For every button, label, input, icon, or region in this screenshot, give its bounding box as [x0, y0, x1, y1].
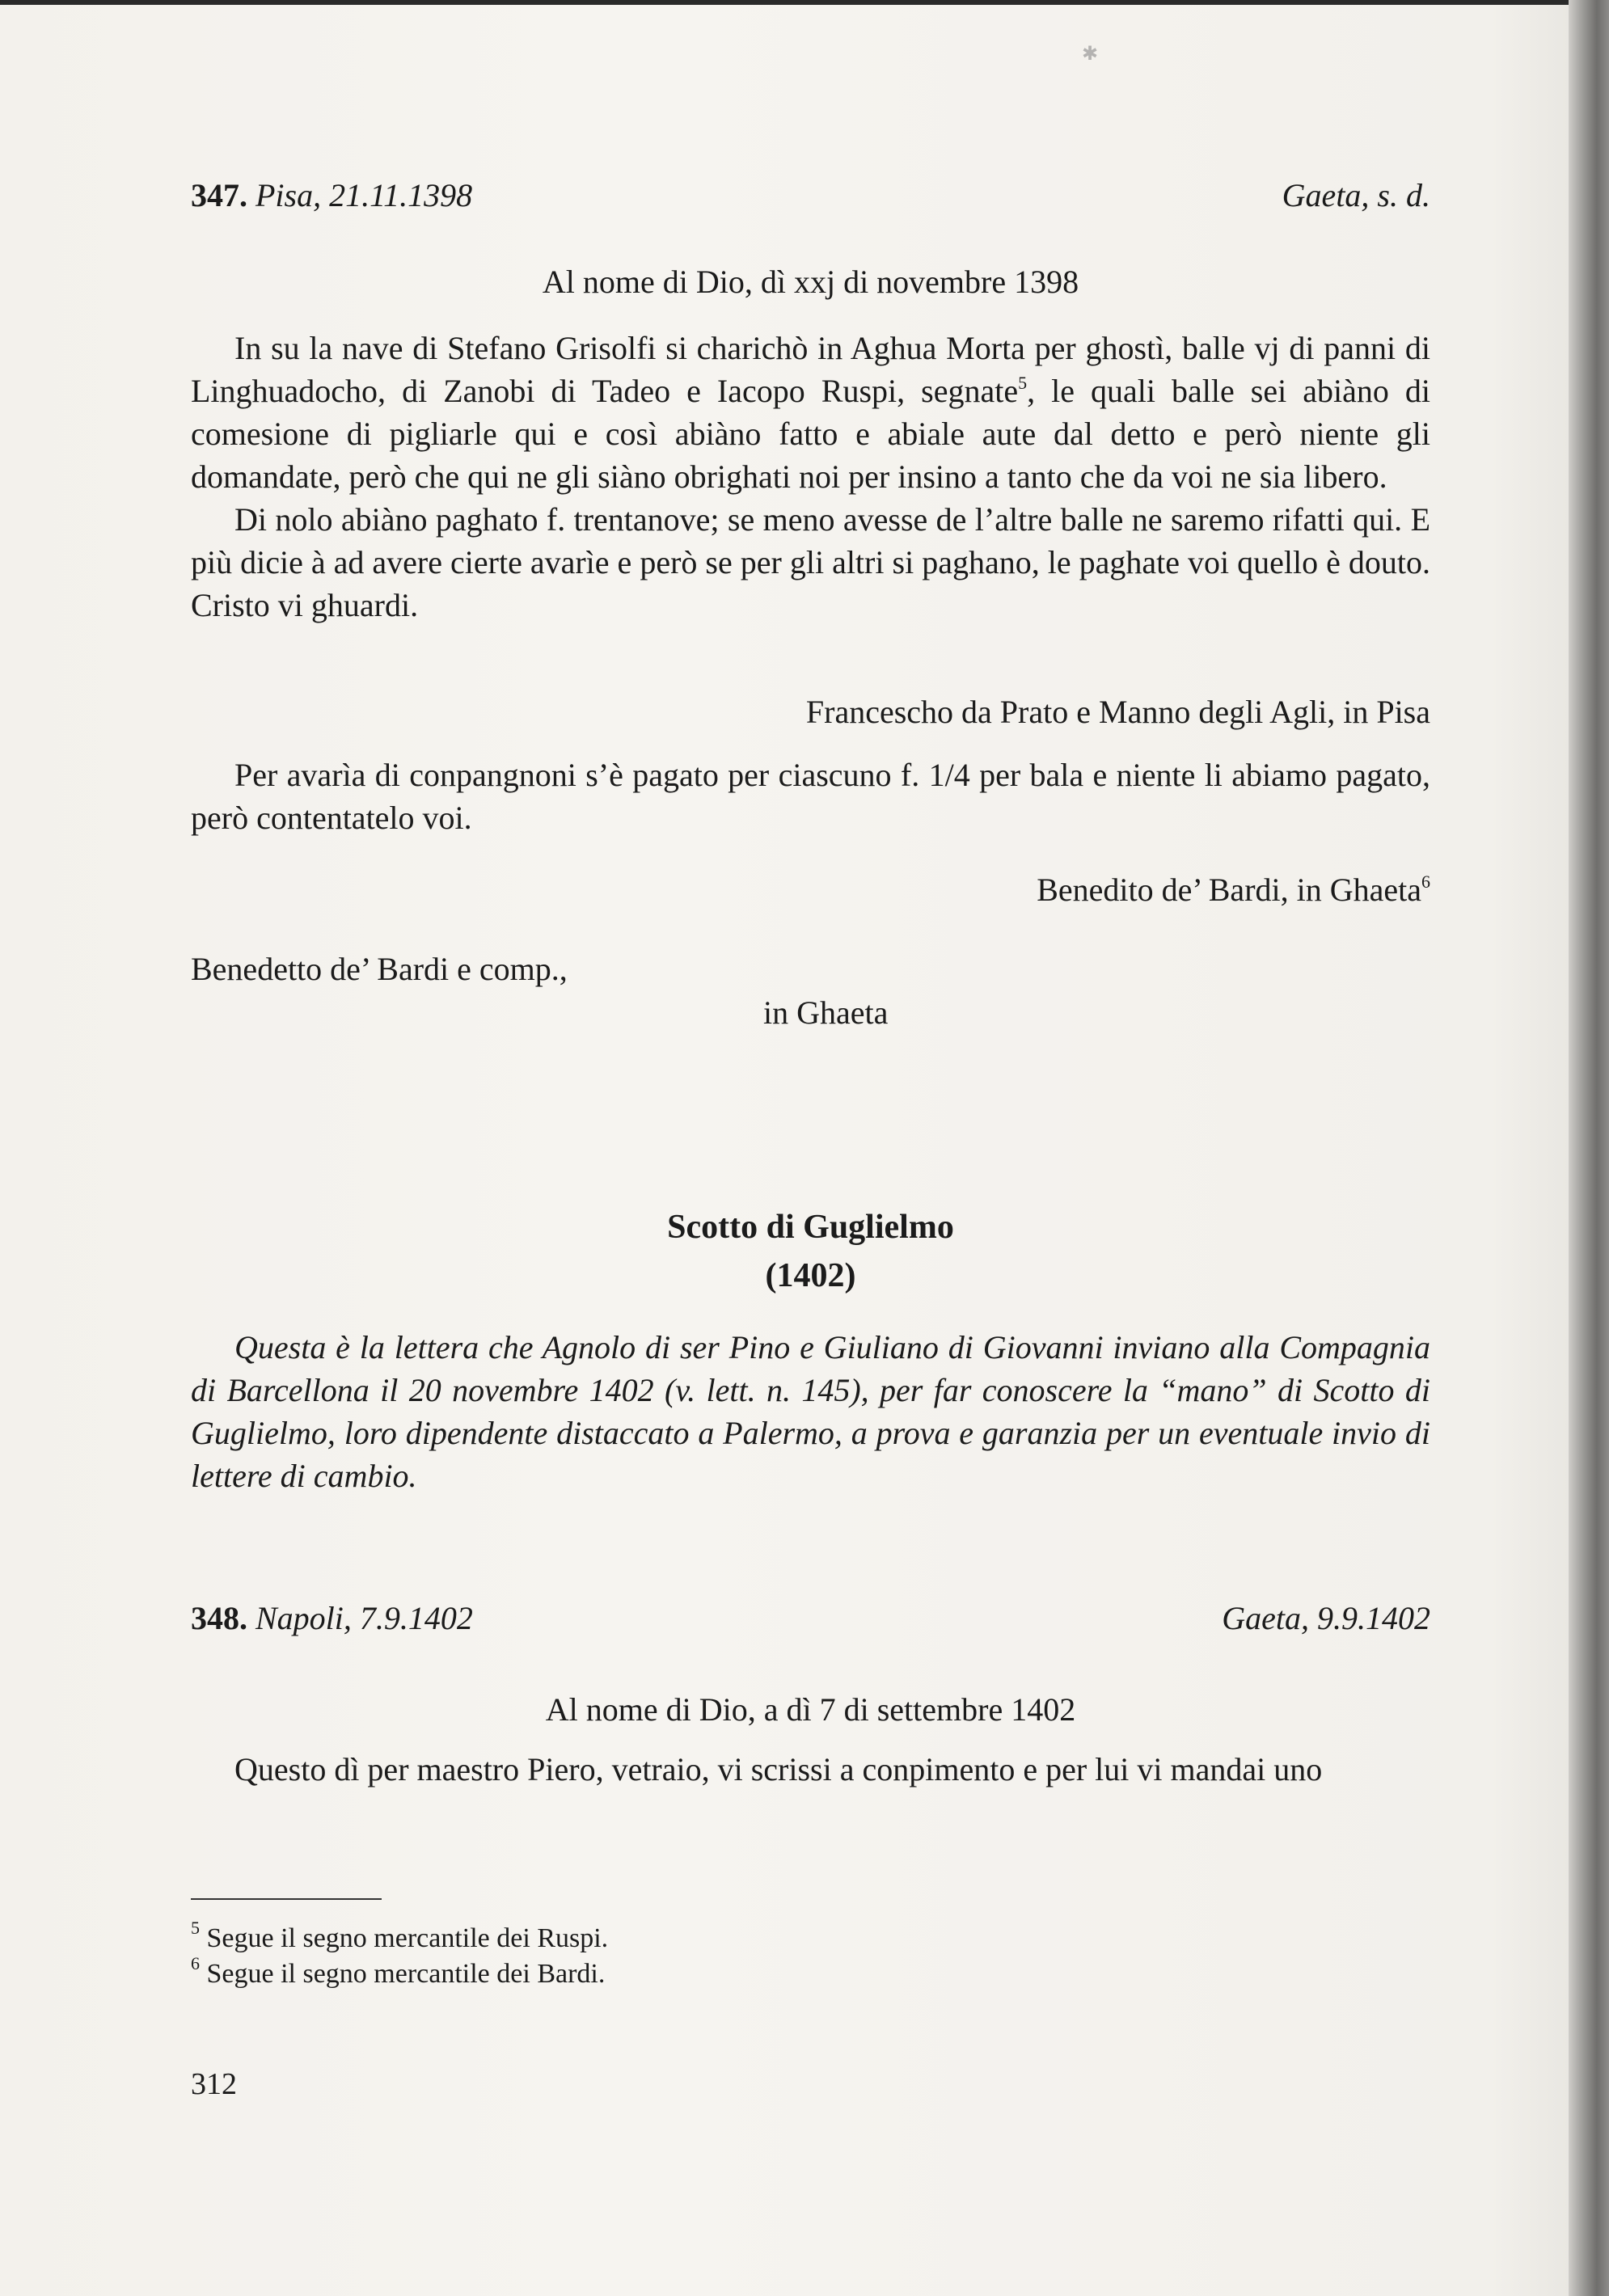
letter-347-number: 347. — [191, 177, 247, 213]
letter-347-destination: Gaeta, s. d. — [1282, 177, 1430, 213]
letter-347-signature-2: Benedito de’ Bardi, in Ghaeta$^6$ — [1037, 872, 1430, 908]
letter-347-paragraph-2: Di nolo abiàno paghato f. trentanove; se meno avesse de l’altre balle ne saremo rifatti qui. E più dicie à ad avere cierte avarìe e però se per gli altri si paghano, le paghate voi quello è douto. Cristo vi ghuardi. — [191, 501, 1430, 623]
section-intro — [191, 1326, 1430, 1497]
letter-347-address-line-2: in Ghaeta — [763, 994, 889, 1031]
letter-347-header — [191, 176, 1430, 214]
page-number: 312 — [191, 2067, 237, 2101]
ink-speck-decoration: ✱ — [1082, 42, 1099, 65]
letter-348-paragraph-1: Questo dì per maestro Piero, vetraio, vi scrissi a conpimento e per lui vi mandai uno — [234, 1751, 1323, 1787]
letter-347-postscript — [191, 753, 1430, 839]
book-binding-edge — [1569, 0, 1609, 2296]
section-year: (1402) — [765, 1257, 856, 1294]
footnote-ref-6[interactable]: 6 — [1421, 872, 1430, 892]
letter-348-destination: Gaeta, 9.9.1402 — [1222, 1600, 1430, 1636]
letter-347-signature-1: Francescho da Prato e Manno degli Agli, in Pisa — [805, 694, 1430, 730]
letter-348-body — [191, 1748, 1430, 1791]
letter-347-salutation: Al nome di Dio, dì xxj di novembre 1398 — [542, 264, 1079, 300]
letter-348-header — [191, 1599, 1430, 1637]
footnote-5 — [191, 1918, 609, 1956]
letter-348-number: 348. — [191, 1600, 247, 1636]
letter-347-paragraph-1: In su la nave di Stefano Grisolfi si charichò in Aghua Morta per ghostì, balle vj di panni di Linghuadocho, di Zanobi di Tadeo e Iacopo Ruspi, segnate$^5$, le quali balle sei abiàno di comesione di pigliarle qui e così abiàno fatto e abiale aute dal detto e però niente gli domandate, però che qui ne gli siàno obrighati noi per insino a tanto che da voi ne sia libero. — [191, 330, 1431, 495]
letter-347-body — [191, 327, 1430, 627]
footnote-6 — [191, 1953, 606, 1992]
letter-347-paragraph-3: Per avarìa di conpangnoni s’è pagato per ciascuno f. 1/4 per bala e niente li abiamo pagato, però contentatelo voi. — [191, 757, 1430, 836]
footnote-ref-5[interactable]: 5 — [1018, 373, 1028, 393]
letter-347-address-line-1: Benedetto de’ Bardi e comp., — [191, 951, 568, 987]
footnote-separator — [191, 1898, 382, 1900]
letter-348-left — [191, 1599, 473, 1637]
letter-348-origin: Napoli, 7.9.1402 — [255, 1600, 473, 1636]
letter-348-salutation: Al nome di Dio, a dì 7 di settembre 1402 — [545, 1691, 1076, 1728]
letter-347-origin: Pisa, 21.11.1398 — [255, 177, 473, 213]
footnote-5-mark: 5 — [191, 1918, 200, 1938]
section-intro-paragraph: Questa è la lettera che Agnolo di ser Pino e Giuliano di Giovanni inviano alla Compagnia di Barcellona il 20 novembre 1402 (v. lett. n. 145), per far conoscere la “mano” di Scotto di Guglielmo, loro dipendente distaccato a Palermo, a prova e garanzia per un eventuale invio di lettere di cambio. — [191, 1329, 1430, 1494]
letter-347-left — [191, 176, 472, 214]
footnote-6-mark: 6 — [191, 1953, 200, 1973]
page-top-edge — [0, 0, 1569, 5]
footnote-5-text: Segue il segno mercantile dei Ruspi. — [206, 1923, 609, 1953]
section-title: Scotto di Guglielmo — [667, 1209, 954, 1246]
footnote-6-text: Segue il segno mercantile dei Bardi. — [206, 1959, 606, 1989]
